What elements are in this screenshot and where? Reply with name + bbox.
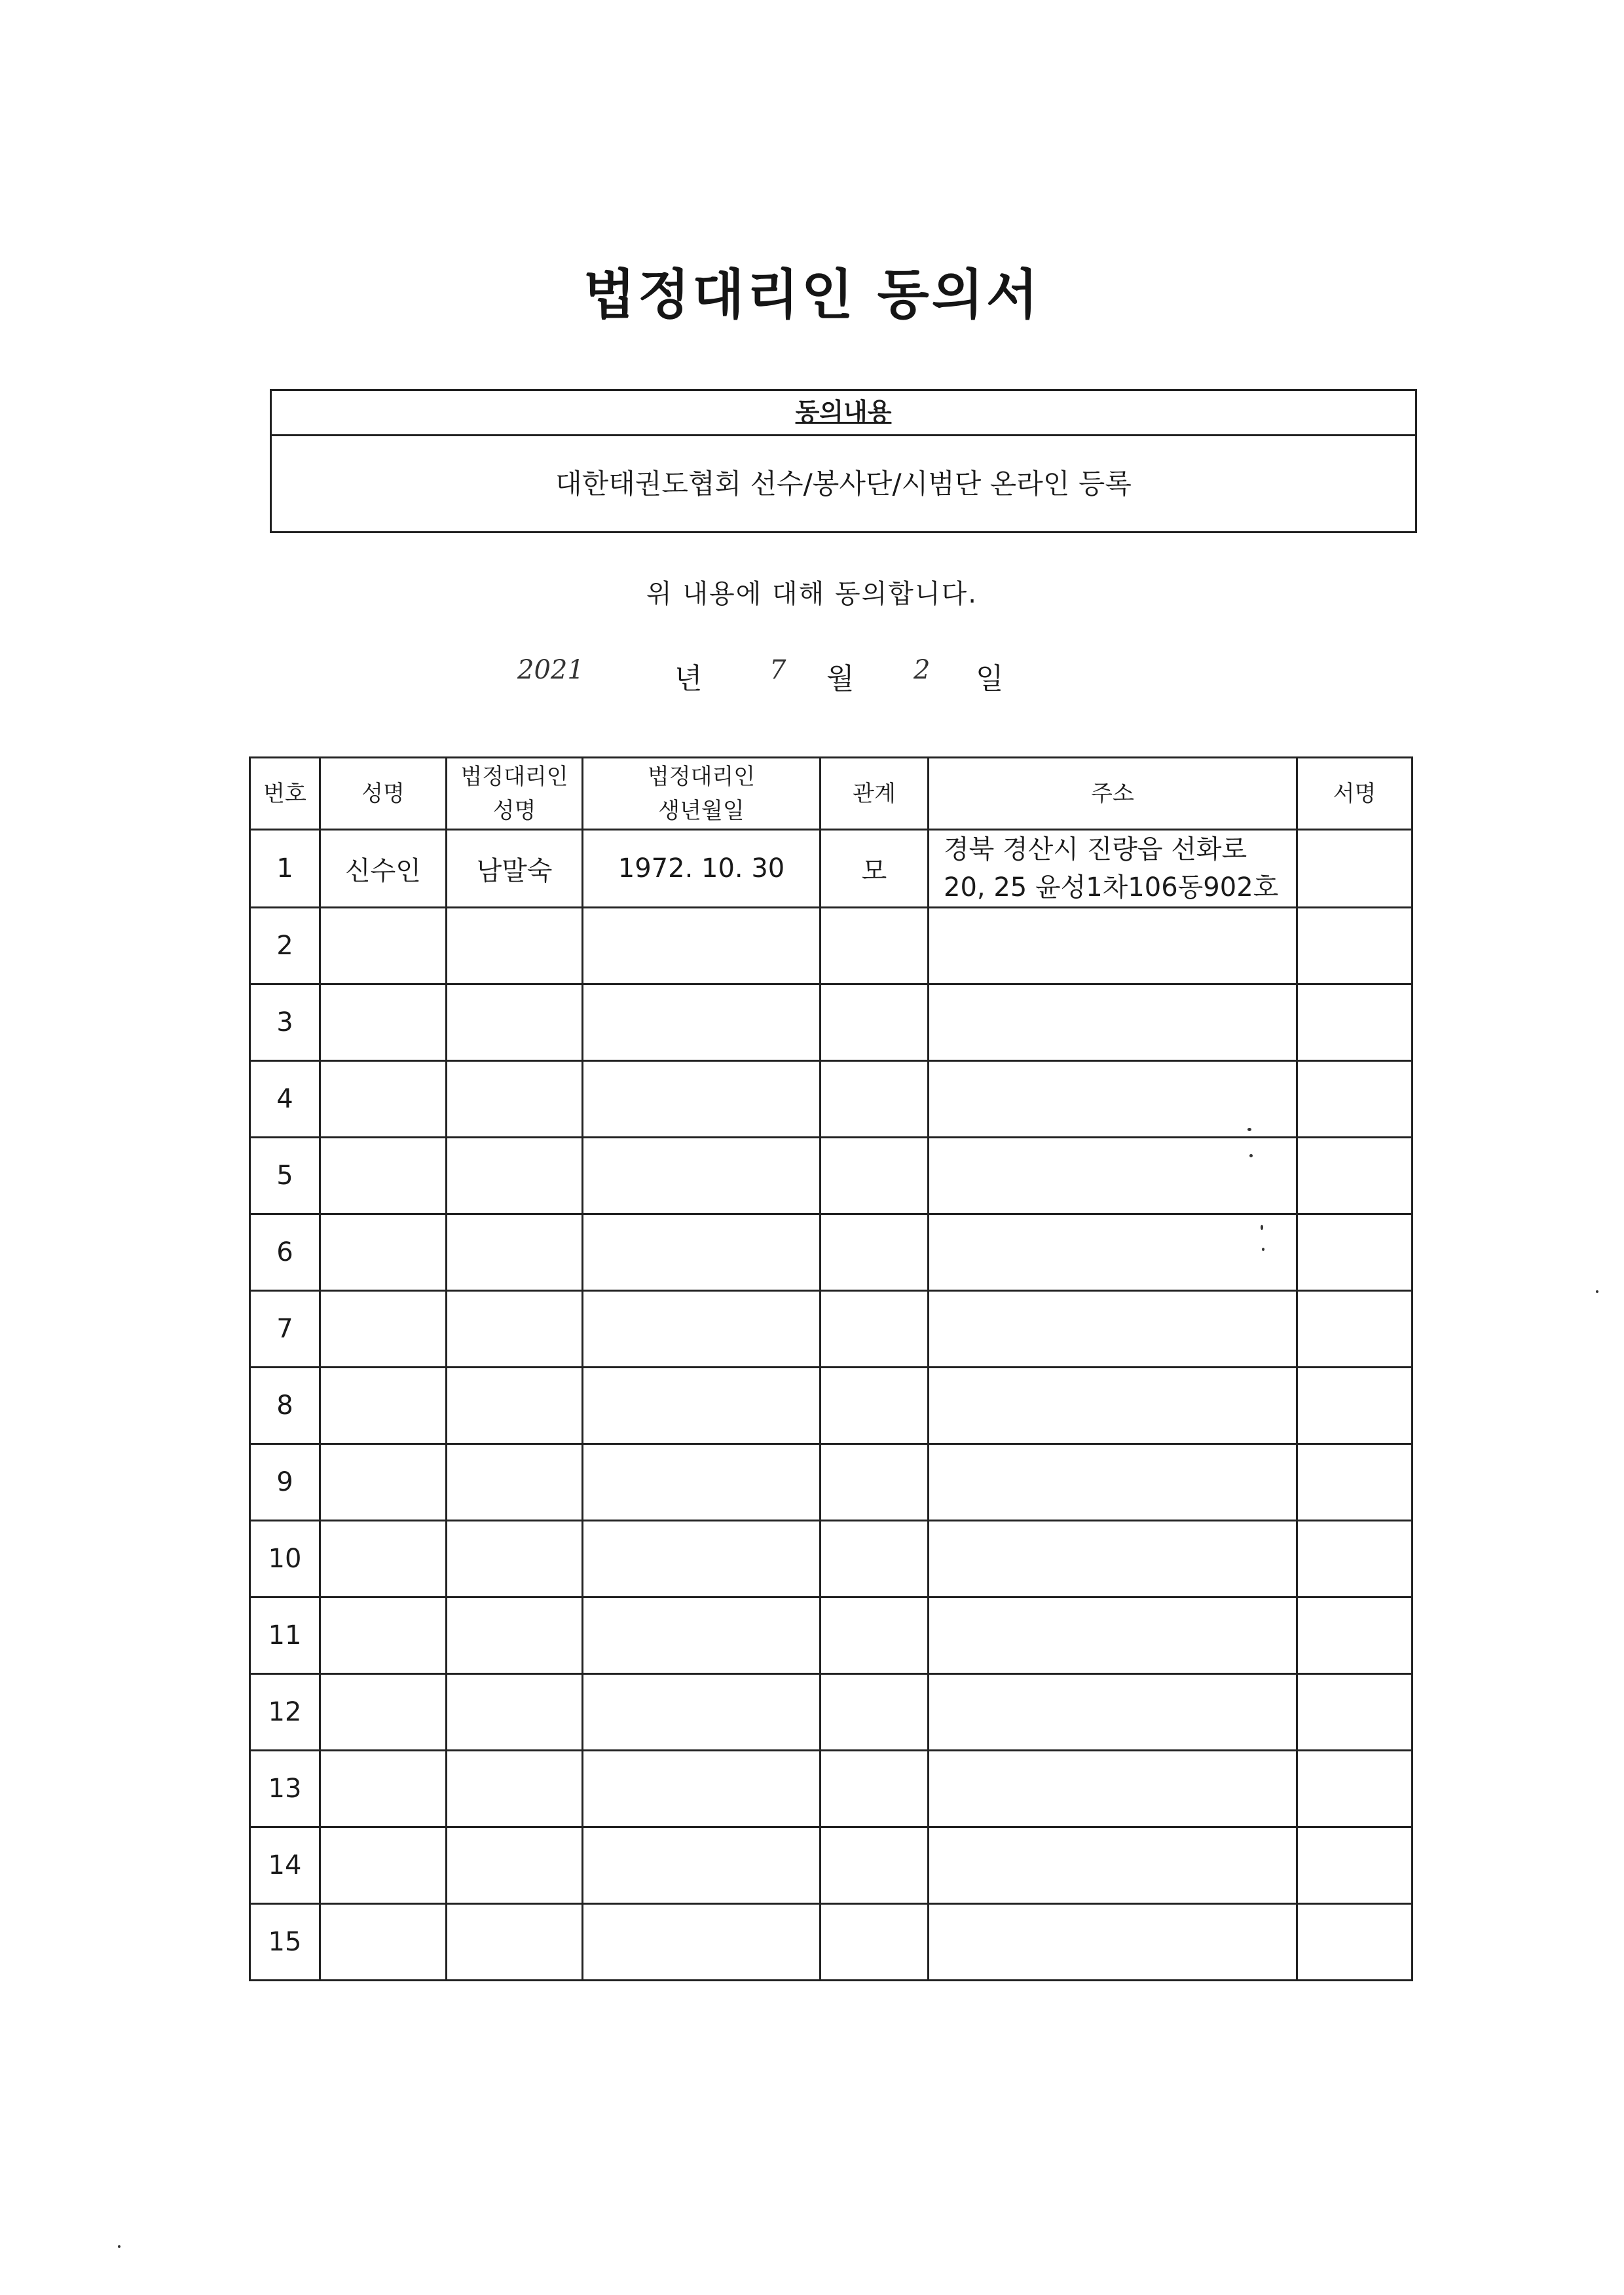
header-guardian-name — [447, 758, 583, 830]
cell-address — [929, 984, 1297, 1061]
cell-birth — [583, 984, 821, 1061]
header-guardian-birth — [583, 758, 821, 830]
cell-number: 11 — [250, 1597, 320, 1674]
cell-guardian — [447, 1444, 583, 1521]
cell-address — [929, 1368, 1297, 1444]
cell-number: 15 — [250, 1904, 320, 1981]
cell-name — [320, 1751, 447, 1827]
cell-address-line1: 경북 경산시 진량읍 선화로 — [944, 834, 1247, 865]
cell-guardian — [447, 1521, 583, 1597]
cell-number: 1 — [250, 830, 320, 908]
cell-signature — [1297, 1138, 1412, 1214]
cell-number: 7 — [250, 1291, 320, 1368]
cell-relation — [821, 1597, 929, 1674]
cell-birth — [583, 1597, 821, 1674]
cell-name — [320, 1291, 447, 1368]
cell-number: 13 — [250, 1751, 320, 1827]
date-year-value: 2021 — [517, 655, 584, 685]
table-row — [250, 1827, 1412, 1904]
cell-name — [320, 1674, 447, 1751]
cell-guardian — [447, 1597, 583, 1674]
page-title: 법정대리인 동의서 — [583, 263, 1041, 326]
cell-address — [929, 1214, 1297, 1291]
cell-birth — [583, 1138, 821, 1214]
cell-name — [320, 1061, 447, 1138]
cell-guardian — [447, 1904, 583, 1981]
date-month-value: 7 — [769, 655, 786, 685]
cell-relation — [821, 1751, 929, 1827]
cell-relation — [821, 908, 929, 984]
cell-birth — [583, 1368, 821, 1444]
cell-number: 4 — [250, 1061, 320, 1138]
header-signature: 서명 — [1297, 758, 1412, 830]
table-row — [250, 1061, 1412, 1138]
cell-number: 2 — [250, 908, 320, 984]
cell-guardian — [447, 1751, 583, 1827]
cell-guardian: 남말숙 — [447, 830, 583, 908]
table-row — [250, 1291, 1412, 1368]
cell-signature — [1297, 1674, 1412, 1751]
table-row — [250, 1597, 1412, 1674]
header-guardian-birth-line2: 생년월일 — [658, 797, 745, 824]
cell-guardian — [447, 908, 583, 984]
cell-relation — [821, 1291, 929, 1368]
cell-name — [320, 1214, 447, 1291]
cell-number: 14 — [250, 1827, 320, 1904]
cell-name — [320, 1521, 447, 1597]
cell-signature — [1297, 1368, 1412, 1444]
cell-relation: 모 — [821, 830, 929, 908]
header-address: 주소 — [929, 758, 1297, 830]
consent-box — [270, 389, 1417, 533]
cell-name — [320, 1904, 447, 1981]
table-row — [250, 1444, 1412, 1521]
cell-address-line2: 20, 25 윤성1차106동902호 — [944, 872, 1279, 903]
table-row — [250, 984, 1412, 1061]
cell-number: 10 — [250, 1521, 320, 1597]
agreement-statement: 위 내용에 대해 동의합니다. — [646, 579, 978, 609]
cell-name: 신수인 — [320, 830, 447, 908]
guardian-roster-table — [249, 756, 1413, 1981]
cell-name — [320, 908, 447, 984]
scan-speck — [118, 2245, 120, 2248]
cell-relation — [821, 1904, 929, 1981]
table-row — [250, 1214, 1412, 1291]
cell-guardian — [447, 1138, 583, 1214]
header-guardian-name-line1: 법정대리인 — [460, 763, 568, 790]
cell-birth — [583, 1214, 821, 1291]
cell-name — [320, 1138, 447, 1214]
cell-number: 12 — [250, 1674, 320, 1751]
cell-guardian — [447, 1674, 583, 1751]
cell-relation — [821, 1214, 929, 1291]
cell-birth — [583, 1444, 821, 1521]
cell-name — [320, 984, 447, 1061]
cell-relation — [821, 1444, 929, 1521]
cell-birth: 1972. 10. 30 — [583, 830, 821, 908]
header-guardian-birth-line1: 법정대리인 — [647, 763, 756, 790]
scan-speck — [1247, 1128, 1251, 1131]
cell-birth — [583, 1061, 821, 1138]
cell-guardian — [447, 1368, 583, 1444]
table-row — [250, 1904, 1412, 1981]
scan-speck — [1261, 1225, 1263, 1230]
cell-number: 9 — [250, 1444, 320, 1521]
cell-address — [929, 830, 1297, 908]
cell-signature — [1297, 1444, 1412, 1521]
table-row — [250, 1751, 1412, 1827]
cell-birth — [583, 1674, 821, 1751]
table-row — [250, 1368, 1412, 1444]
cell-birth — [583, 1904, 821, 1981]
cell-signature — [1297, 1904, 1412, 1981]
cell-signature — [1297, 830, 1412, 908]
date-day-label: 일 — [976, 662, 1004, 696]
date-year-label: 년 — [674, 662, 703, 696]
cell-signature — [1297, 1291, 1412, 1368]
cell-name — [320, 1827, 447, 1904]
cell-relation — [821, 1061, 929, 1138]
scan-speck — [1262, 1248, 1264, 1251]
cell-address — [929, 1751, 1297, 1827]
date-day-value: 2 — [913, 655, 931, 685]
cell-signature — [1297, 1214, 1412, 1291]
cell-birth — [583, 1827, 821, 1904]
cell-name — [320, 1597, 447, 1674]
cell-signature — [1297, 1521, 1412, 1597]
cell-number: 5 — [250, 1138, 320, 1214]
cell-address — [929, 1674, 1297, 1751]
cell-address — [929, 1444, 1297, 1521]
cell-guardian — [447, 1214, 583, 1291]
cell-guardian — [447, 984, 583, 1061]
table-row — [250, 908, 1412, 984]
date-line — [0, 655, 1624, 707]
cell-number: 8 — [250, 1368, 320, 1444]
header-guardian-name-line2: 성명 — [492, 797, 536, 824]
cell-signature — [1297, 1597, 1412, 1674]
consent-header: 동의내용 — [272, 391, 1415, 436]
cell-birth — [583, 1521, 821, 1597]
cell-signature — [1297, 1751, 1412, 1827]
cell-address — [929, 1521, 1297, 1597]
scan-speck — [1596, 1290, 1598, 1293]
cell-address — [929, 908, 1297, 984]
cell-address — [929, 1904, 1297, 1981]
cell-address — [929, 1138, 1297, 1214]
cell-guardian — [447, 1061, 583, 1138]
cell-relation — [821, 1368, 929, 1444]
header-name: 성명 — [320, 758, 447, 830]
cell-address — [929, 1827, 1297, 1904]
cell-address — [929, 1061, 1297, 1138]
table-body — [250, 830, 1412, 1981]
table-row — [250, 1674, 1412, 1751]
cell-signature — [1297, 1061, 1412, 1138]
cell-name — [320, 1368, 447, 1444]
cell-relation — [821, 984, 929, 1061]
table-header-row — [250, 758, 1412, 830]
cell-relation — [821, 1827, 929, 1904]
cell-address — [929, 1291, 1297, 1368]
scan-speck — [1249, 1154, 1253, 1157]
date-month-label: 월 — [826, 662, 855, 696]
cell-relation — [821, 1521, 929, 1597]
cell-relation — [821, 1138, 929, 1214]
cell-number: 6 — [250, 1214, 320, 1291]
table-row — [250, 830, 1412, 908]
cell-signature — [1297, 1827, 1412, 1904]
cell-birth — [583, 908, 821, 984]
consent-content: 대한태권도협회 선수/봉사단/시범단 온라인 등록 — [555, 468, 1132, 500]
cell-signature — [1297, 984, 1412, 1061]
header-relation: 관계 — [821, 758, 929, 830]
cell-address — [929, 1597, 1297, 1674]
header-number: 번호 — [250, 758, 320, 830]
cell-birth — [583, 1751, 821, 1827]
cell-birth — [583, 1291, 821, 1368]
cell-guardian — [447, 1827, 583, 1904]
cell-relation — [821, 1674, 929, 1751]
table-row — [250, 1138, 1412, 1214]
cell-guardian — [447, 1291, 583, 1368]
cell-name — [320, 1444, 447, 1521]
cell-number: 3 — [250, 984, 320, 1061]
table-row — [250, 1521, 1412, 1597]
cell-signature — [1297, 908, 1412, 984]
